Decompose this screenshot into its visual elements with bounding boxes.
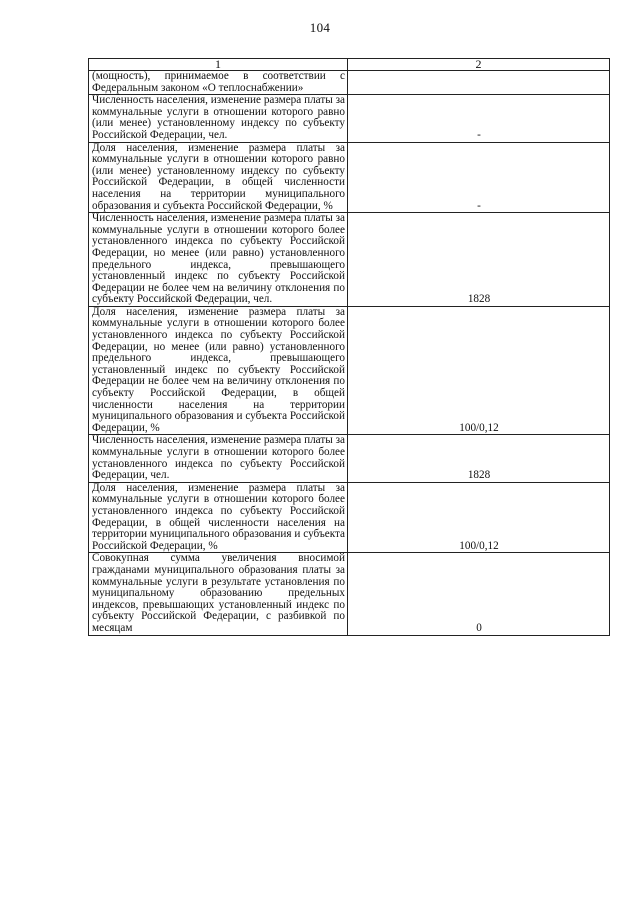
row-label: Доля населения, изменение размера платы за коммунальные услуги в отношении которого равно (или менее) установленному индексу по субъекту Российской Федерации, в общей численности населения на территории муниципального образования и субъекта Российской Федерации, % bbox=[89, 142, 348, 213]
row-value: 100/0,12 bbox=[348, 482, 610, 553]
row-value bbox=[348, 71, 610, 95]
row-label: Совокупная сумма увеличения вносимой гражданами муниципального образования платы за коммунальные услуги в результате установления по муниципальному образованию предельных индексов, превышающих установленный индекс по субъекту Российской Федерации, с разбивкой по месяцам bbox=[89, 553, 348, 635]
table-row bbox=[89, 213, 610, 307]
row-label: Численность населения, изменение размера платы за коммунальные услуги в отношении которого равно (или менее) установленному индексу по субъекту Российской Федерации, чел. bbox=[89, 95, 348, 142]
page-number: 104 bbox=[309, 20, 331, 35]
row-label: Доля населения, изменение размера платы за коммунальные услуги в отношении которого более установленного индекса по субъекту Российской Федерации, в общей численности населения на территории муниципального образования и субъекта Российской Федерации, % bbox=[89, 482, 348, 553]
table-header-row bbox=[89, 59, 610, 71]
table-row bbox=[89, 482, 610, 553]
row-value: 1828 bbox=[348, 213, 610, 307]
table-row bbox=[89, 142, 610, 213]
table-row bbox=[89, 306, 610, 435]
row-label: Численность населения, изменение размера платы за коммунальные услуги в отношении которого более установленного индекса по субъекту Российской Федерации, но менее (или равно) установленного предельного индекса, превышающего установленный индекс по субъекту Российской Федерации не более чем на величину отклонения по субъекту Российской Федерации, чел. bbox=[89, 213, 348, 307]
row-value: - bbox=[348, 95, 610, 142]
table-row bbox=[89, 435, 610, 482]
row-value: 1828 bbox=[348, 435, 610, 482]
row-label: (мощность), принимаемое в соответствии с Федеральным законом «О теплоснабжении» bbox=[89, 71, 348, 95]
column-header-1: 1 bbox=[89, 59, 348, 71]
table-row bbox=[89, 71, 610, 95]
row-label: Доля населения, изменение размера платы за коммунальные услуги в отношении которого более установленного индекса по субъекту Российской Федерации, но менее (или равно) установленного предельного индекса, превышающего установленный индекс по субъекту Российской Федерации не более чем на величину отклонения по субъекту Российской Федерации, в общей численности населения на территории муниципального образования и субъекта Российской Федерации, % bbox=[89, 306, 348, 435]
row-value: 100/0,12 bbox=[348, 306, 610, 435]
row-value: - bbox=[348, 142, 610, 213]
column-header-2: 2 bbox=[348, 59, 610, 71]
row-label: Численность населения, изменение размера платы за коммунальные услуги в отношении которого более установленного индекса по субъекту Российской Федерации, чел. bbox=[89, 435, 348, 482]
row-value: 0 bbox=[348, 553, 610, 635]
table-row bbox=[89, 95, 610, 142]
indicators-table bbox=[88, 58, 610, 636]
table-row bbox=[89, 553, 610, 635]
